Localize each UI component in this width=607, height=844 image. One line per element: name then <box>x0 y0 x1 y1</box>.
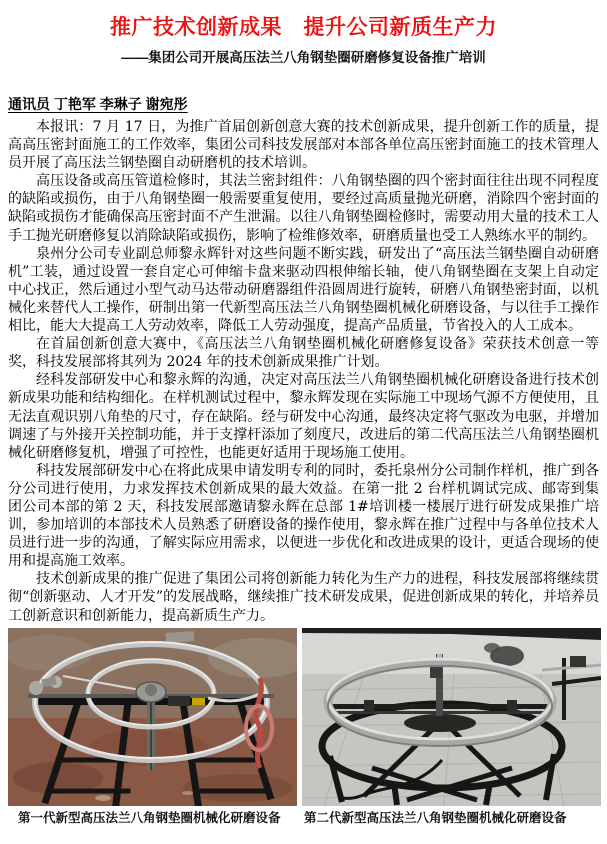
article-subtitle: ——集团公司开展高压法兰八角钢垫圈研磨修复设备推广培训 <box>121 50 486 65</box>
photo-gen2-image <box>302 628 601 806</box>
figure-row <box>8 628 599 826</box>
figure-gen2 <box>302 628 601 826</box>
figure-gen1 <box>8 628 297 826</box>
paragraph-2: 高压设备或高压管道检修时，其法兰密封组件：八角钢垫圈的四个密封面往往出现不同程度的缺陷或损伤，由于八角钢垫圈一般需要重复使用，要经过高质量抛光研磨，消除四个密封面的缺陷或损伤才能确保高压密封面不产生泄漏。以往八角钢垫圈检修时，需要动用大量的技术工人手工抛光研磨修复以消除缺陷或损伤，影响了检维修效率，研磨质量也受工人熟练水平的制约。 <box>8 173 599 244</box>
byline: 通讯员 丁艳军 李琳子 谢宛彤 <box>8 96 188 112</box>
photo-gen1-image <box>8 628 297 806</box>
paragraph-5: 经科发部研发中心和黎永辉的沟通，决定对高压法兰八角钢垫圈机械化研磨设备进行技术创新成果功能和结构细化。在样机测试过程中，黎永辉发现在实际施工中现场气源不方便使用，且无法直观识别八角垫的尺寸，存在缺陷。经与研发中心沟通，最终决定将气驱改为电驱，并增加调速了与外接开关控制功能，并于支撑杆添加了刻度尺，改进后的第二代高压法兰八角钢垫圈机械化研磨修复机，增强了可控性，也能更好适用于现场施工使用。 <box>8 372 599 461</box>
paragraph-1: 本报讯：7 月 17 日，为推广首届创新创意大赛的技术创新成果，提升创新工作的质量，提高高压密封面施工的工作效率，集团公司科技发展部对本部各单位高压密封面施工的技术管理人员开展了高压法兰钢垫圈自动研磨机的技术培训。 <box>8 119 599 172</box>
paragraph-7: 技术创新成果的推广促进了集团公司将创新能力转化为生产力的进程，科技发展部将继续贯彻“创新驱动、人才开发”的发展战略，继续推广技术研发成果，促进创新成果的转化，并培养员工创新意识和创新能力，提高新质生产力。 <box>8 571 599 624</box>
article-body <box>8 118 599 625</box>
article-title: 推广技术创新成果 提升公司新质生产力 <box>110 16 497 39</box>
paragraph-6: 科技发展部研发中心在将此成果申请发明专利的同时，委托泉州分公司制作样机，推广到各分公司进行使用，力求发挥技术创新成果的最大效益。在第一批 2 台样机调试完成、邮寄到集团公司本部的第 2 天，科技发展部邀请黎永辉在总部 1#培训楼一楼展厅进行研发成果推广培训，参加培训的本部技术人员熟悉了研磨设备的操作使用，黎永辉在推广过程中与各单位技术人员进行进一步的沟通，了解实际应用需求，以便进一步优化和改进成果的设计，更适合现场的使用和提高施工效率。 <box>8 462 599 570</box>
caption-gen2: 第二代新型高压法兰八角钢垫圈机械化研磨设备 <box>304 810 567 825</box>
caption-gen1: 第一代新型高压法兰八角钢垫圈机械化研磨设备 <box>18 810 281 825</box>
paragraph-4: 在首届创新创意大赛中，《高压法兰八角钢垫圈机械化研磨修复设备》荣获技术创意一等奖，科技发展部将其列为 2024 年的技术创新成果推广计划。 <box>8 336 599 371</box>
paragraph-3: 泉州分公司专业副总师黎永辉针对这些问题不断实践，研发出了“高压法兰钢垫圈自动研磨机”工装，通过设置一套自定心可伸缩卡盘来驱动四根伸缩长轴，使八角钢垫圈在支架上自动定中心找正，然后通过小型气动马达带动研磨器组件沿圆周进行旋转，研磨八角钢垫密封面，以机械化来替代人工操作，研制出第一代新型高压法兰八角钢垫圈机械化研磨设备，与以往手工操作相比，能大大提高工人劳动效率，降低工人劳动强度，提高产品质量，节省投入的人工成本。 <box>8 245 599 335</box>
